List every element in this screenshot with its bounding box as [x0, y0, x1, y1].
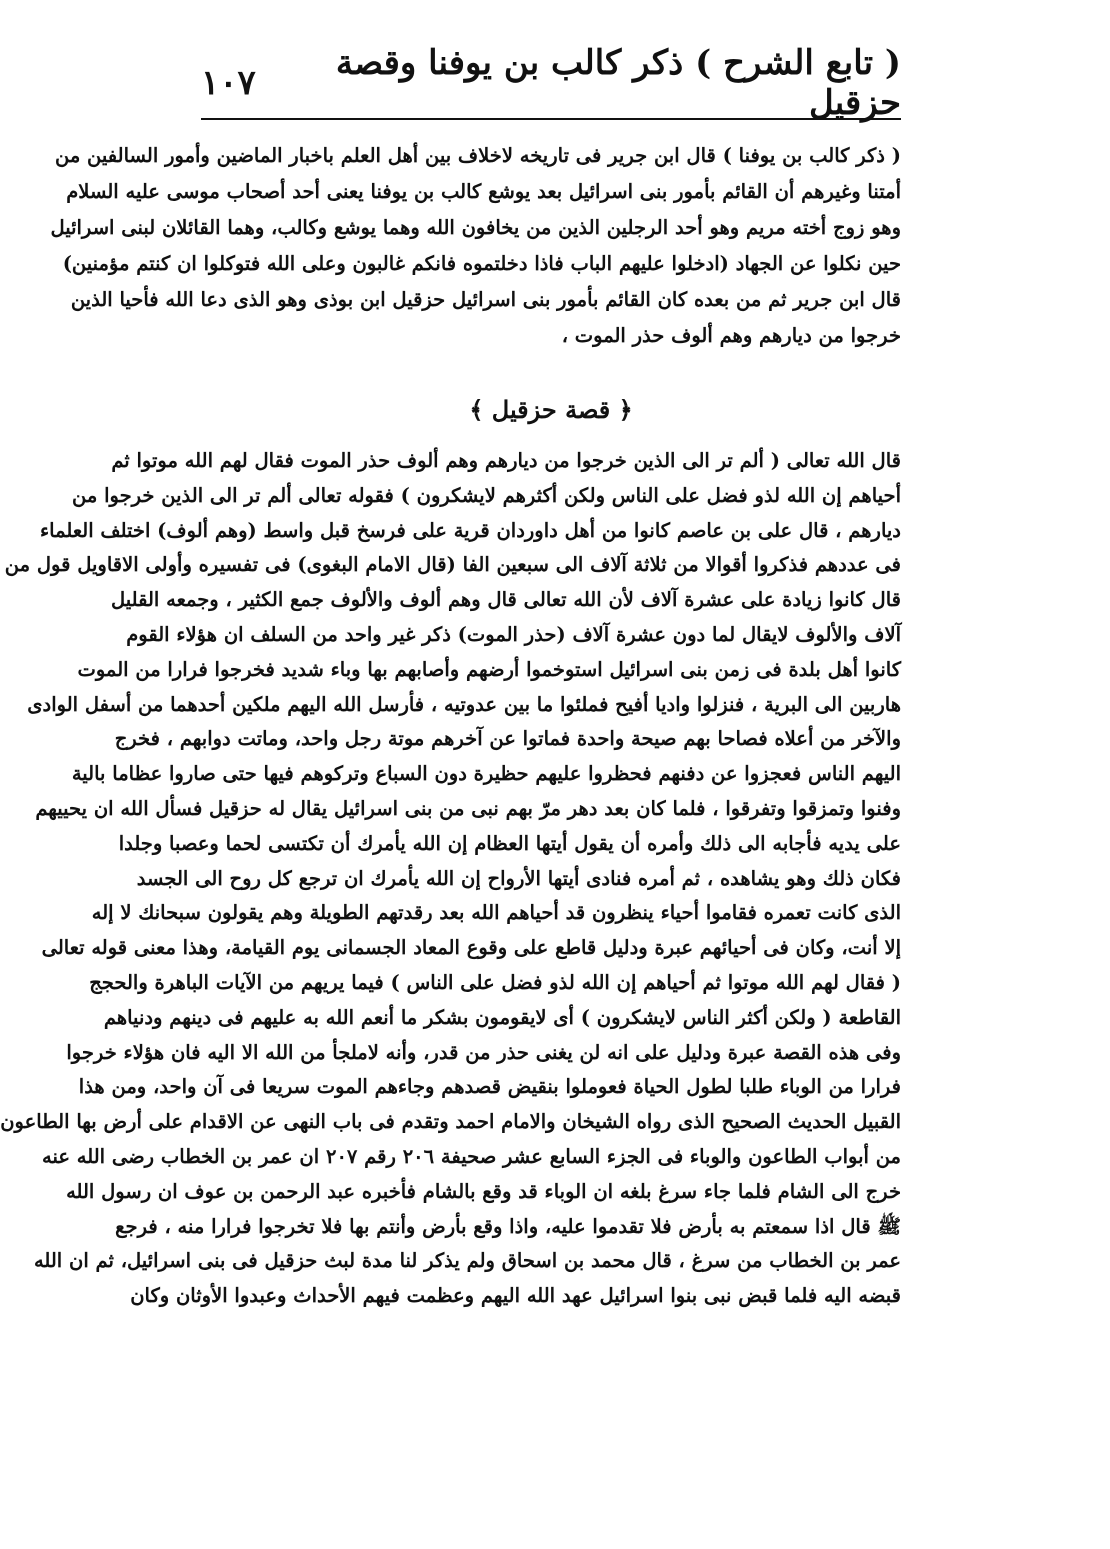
text-line: ديارهم ، قال على بن عاصم كانوا من أهل داوردان قرية على فرسخ قبل واسط (وهم ألوف) اختلف العلماء [40, 518, 901, 542]
text-line: القبيل الحديث الصحيح الذى رواه الشيخان والامام احمد وتقدم فى باب النهى عن الاقدام على أرض بها الطاعون [0, 1110, 901, 1134]
text-line: خرجوا من ديارهم وهم ألوف حذر الموت ، [561, 324, 901, 347]
text-line: قبضه اليه فلما قبض نبى بنوا اسرائيل عهد الله اليهم وعظمت فيهم الأحداث وعبدوا الأوثان وكان [130, 1284, 901, 1308]
story-paragraph [0, 444, 901, 1314]
text-line: هاربين الى البرية ، فنزلوا واديا أفيح فملئوا ما بين عدوتيه ، فأرسل الله اليهم ملكين أحدهما من أسفل الوادى [27, 692, 901, 716]
text-line: الذى كانت تعمره فقاموا أحياء ينظرون قد أحياهم الله بعد رقدتهم الطويلة وهم يقولون سبحانك لا إله [91, 901, 901, 925]
text-line: قال ابن جرير ثم من بعده كان القائم بأمور بنى اسرائيل حزقيل ابن بوذى وهو الذى دعا الله فأحيا الذين [70, 288, 901, 311]
text-line: ( فقال لهم الله موتوا ثم أحياهم إن الله لذو فضل على الناس ) فيما يريهم من الآيات الباهرة والحجج [89, 970, 901, 994]
text-line: عمر بن الخطاب من سرغ ، قال محمد بن اسحاق ولم يذكر لنا مدة لبث حزقيل فى بنى اسرائيل، ثم ان الله [33, 1249, 901, 1273]
text-line: قال الله تعالى ( ألم تر الى الذين خرجوا من ديارهم وهم ألوف حذر الموت فقال لهم الله موتوا ثم [111, 449, 901, 472]
text-line: اليهم الناس فعجزوا عن دفنهم فحظروا عليهم حظيرة دون السباع وتركوهم فيها حتى صاروا عظاما بالية [71, 762, 901, 786]
text-line: حين نكلوا عن الجهاد (ادخلوا عليهم الباب فاذا دخلتموه فانكم غالبون وعلى الله فتوكلوا ان كنتم مؤمنين) [62, 252, 901, 275]
text-line: ﷺ قال اذا سمعتم به بأرض فلا تقدموا عليه، واذا وقع بأرض وأنتم بها فلا تخرجوا فرارا منه ، فرجع [115, 1214, 901, 1238]
page-number: ١٠٧ [201, 63, 256, 103]
text-line: وفنوا وتمزقوا وتفرقوا ، فلما كان بعد دهر مرّ بهم نبى من بنى اسرائيل يقال له حزقيل فسأل الله ان يحييهم [35, 796, 901, 820]
text-line: وفى هذه القصة عبرة ودليل على انه لن يغنى حذر من قدر، وأنه لاملجأ من الله الا اليه فان هؤلاء خرجوا [66, 1040, 901, 1064]
text-line: والآخر من أعلاه فصاحا بهم صيحة واحدة فماتوا عن آخرهم موتة رجل واحد، وماتت دوابهم ، فخرج [114, 727, 901, 751]
running-title: ( تابع الشرح ) ذكر كالب بن يوفنا وقصة حزقيل [335, 43, 901, 123]
text-line: إلا أنت، وكان فى أحيائهم عبرة ودليل قاطع على وقوع المعاد الجسمانى يوم القيامة، وهذا معنى قوله تعالى [41, 936, 901, 960]
text-line: من أبواب الطاعون والوباء فى الجزء السابع عشر صحيفة ٢٠٦ رقم ٢٠٧ ان عمر بن الخطاب رضى الله عنه [42, 1144, 901, 1168]
text-line: قال كانوا زيادة على عشرة آلاف لأن الله تعالى قال وهم ألوف والألوف جمع الكثير ، وجمعه القليل [111, 588, 901, 612]
text-line: على يديه فأجابه الى ذلك وأمره أن يقول أيتها العظام إن الله يأمرك أن تكتسى لحما وعصبا وجلدا [118, 831, 901, 855]
text-line: أحياهم إن الله لذو فضل على الناس ولكن أكثرهم لايشكرون ) فقوله تعالى ألم تر الى الذين خرجوا من [72, 483, 901, 507]
page-header [201, 43, 901, 123]
text-line: فرارا من الوباء طلبا لطول الحياة فعوملوا بنقيض قصدهم وجاءهم الموت سريعا فى آن واحد، ومن هذا [78, 1075, 901, 1099]
text-line: وهو زوج أخته مريم وهو أحد الرجلين الذين من يخافون الله وهما يوشع وكالب، وهما القائلان لبنى اسرائيل [50, 216, 901, 239]
text-line: ( ذكر كالب بن يوفنا ) قال ابن جرير فى تاريخه لاخلاف بين أهل العلم باخبار الماضين وأمور السالفين من [54, 144, 901, 167]
text-line: فكان ذلك وهو يشاهده ، ثم أمره فنادى أيتها الأرواح إن الله يأمرك ان ترجع كل روح الى الجسد [136, 866, 901, 890]
intro-paragraph [50, 138, 901, 354]
text-line: فى عددهم فذكروا أقوالا من ثلاثة آلاف الى سبعين الفا (قال الامام البغوى) فى تفسيره وأولى الاقاويل قول من [4, 553, 901, 577]
text-line: كانوا أهل بلدة فى زمن بنى اسرائيل استوخموا أرضهم وأصابهم بها وباء شديد فخرجوا فرارا من الموت [77, 657, 901, 681]
text-line: القاطعة ( ولكن أكثر الناس لايشكرون ) أى لايقومون بشكر ما أنعم الله به عليهم فى دينهم ودنياهم [103, 1005, 901, 1029]
text-line: خرج الى الشام فلما جاء سرغ بلغه ان الوباء قد وقع بالشام فأخبره عبد الرحمن بن عوف ان رسول الله [66, 1179, 901, 1203]
text-line: أمتنا وغيرهم أن القائم بأمور بنى اسرائيل بعد يوشع كالب بن يوفنا يعنى أحد أصحاب موسى عليه السلام [66, 180, 901, 203]
section-heading: ﴿ قصة حزقيل ﴾ [469, 395, 633, 424]
header-rule [201, 118, 901, 120]
text-line: آلاف والألوف لايقال لما دون عشرة آلاف (حذر الموت) ذكر غير واحد من السلف ان هؤلاء القوم [126, 622, 901, 646]
